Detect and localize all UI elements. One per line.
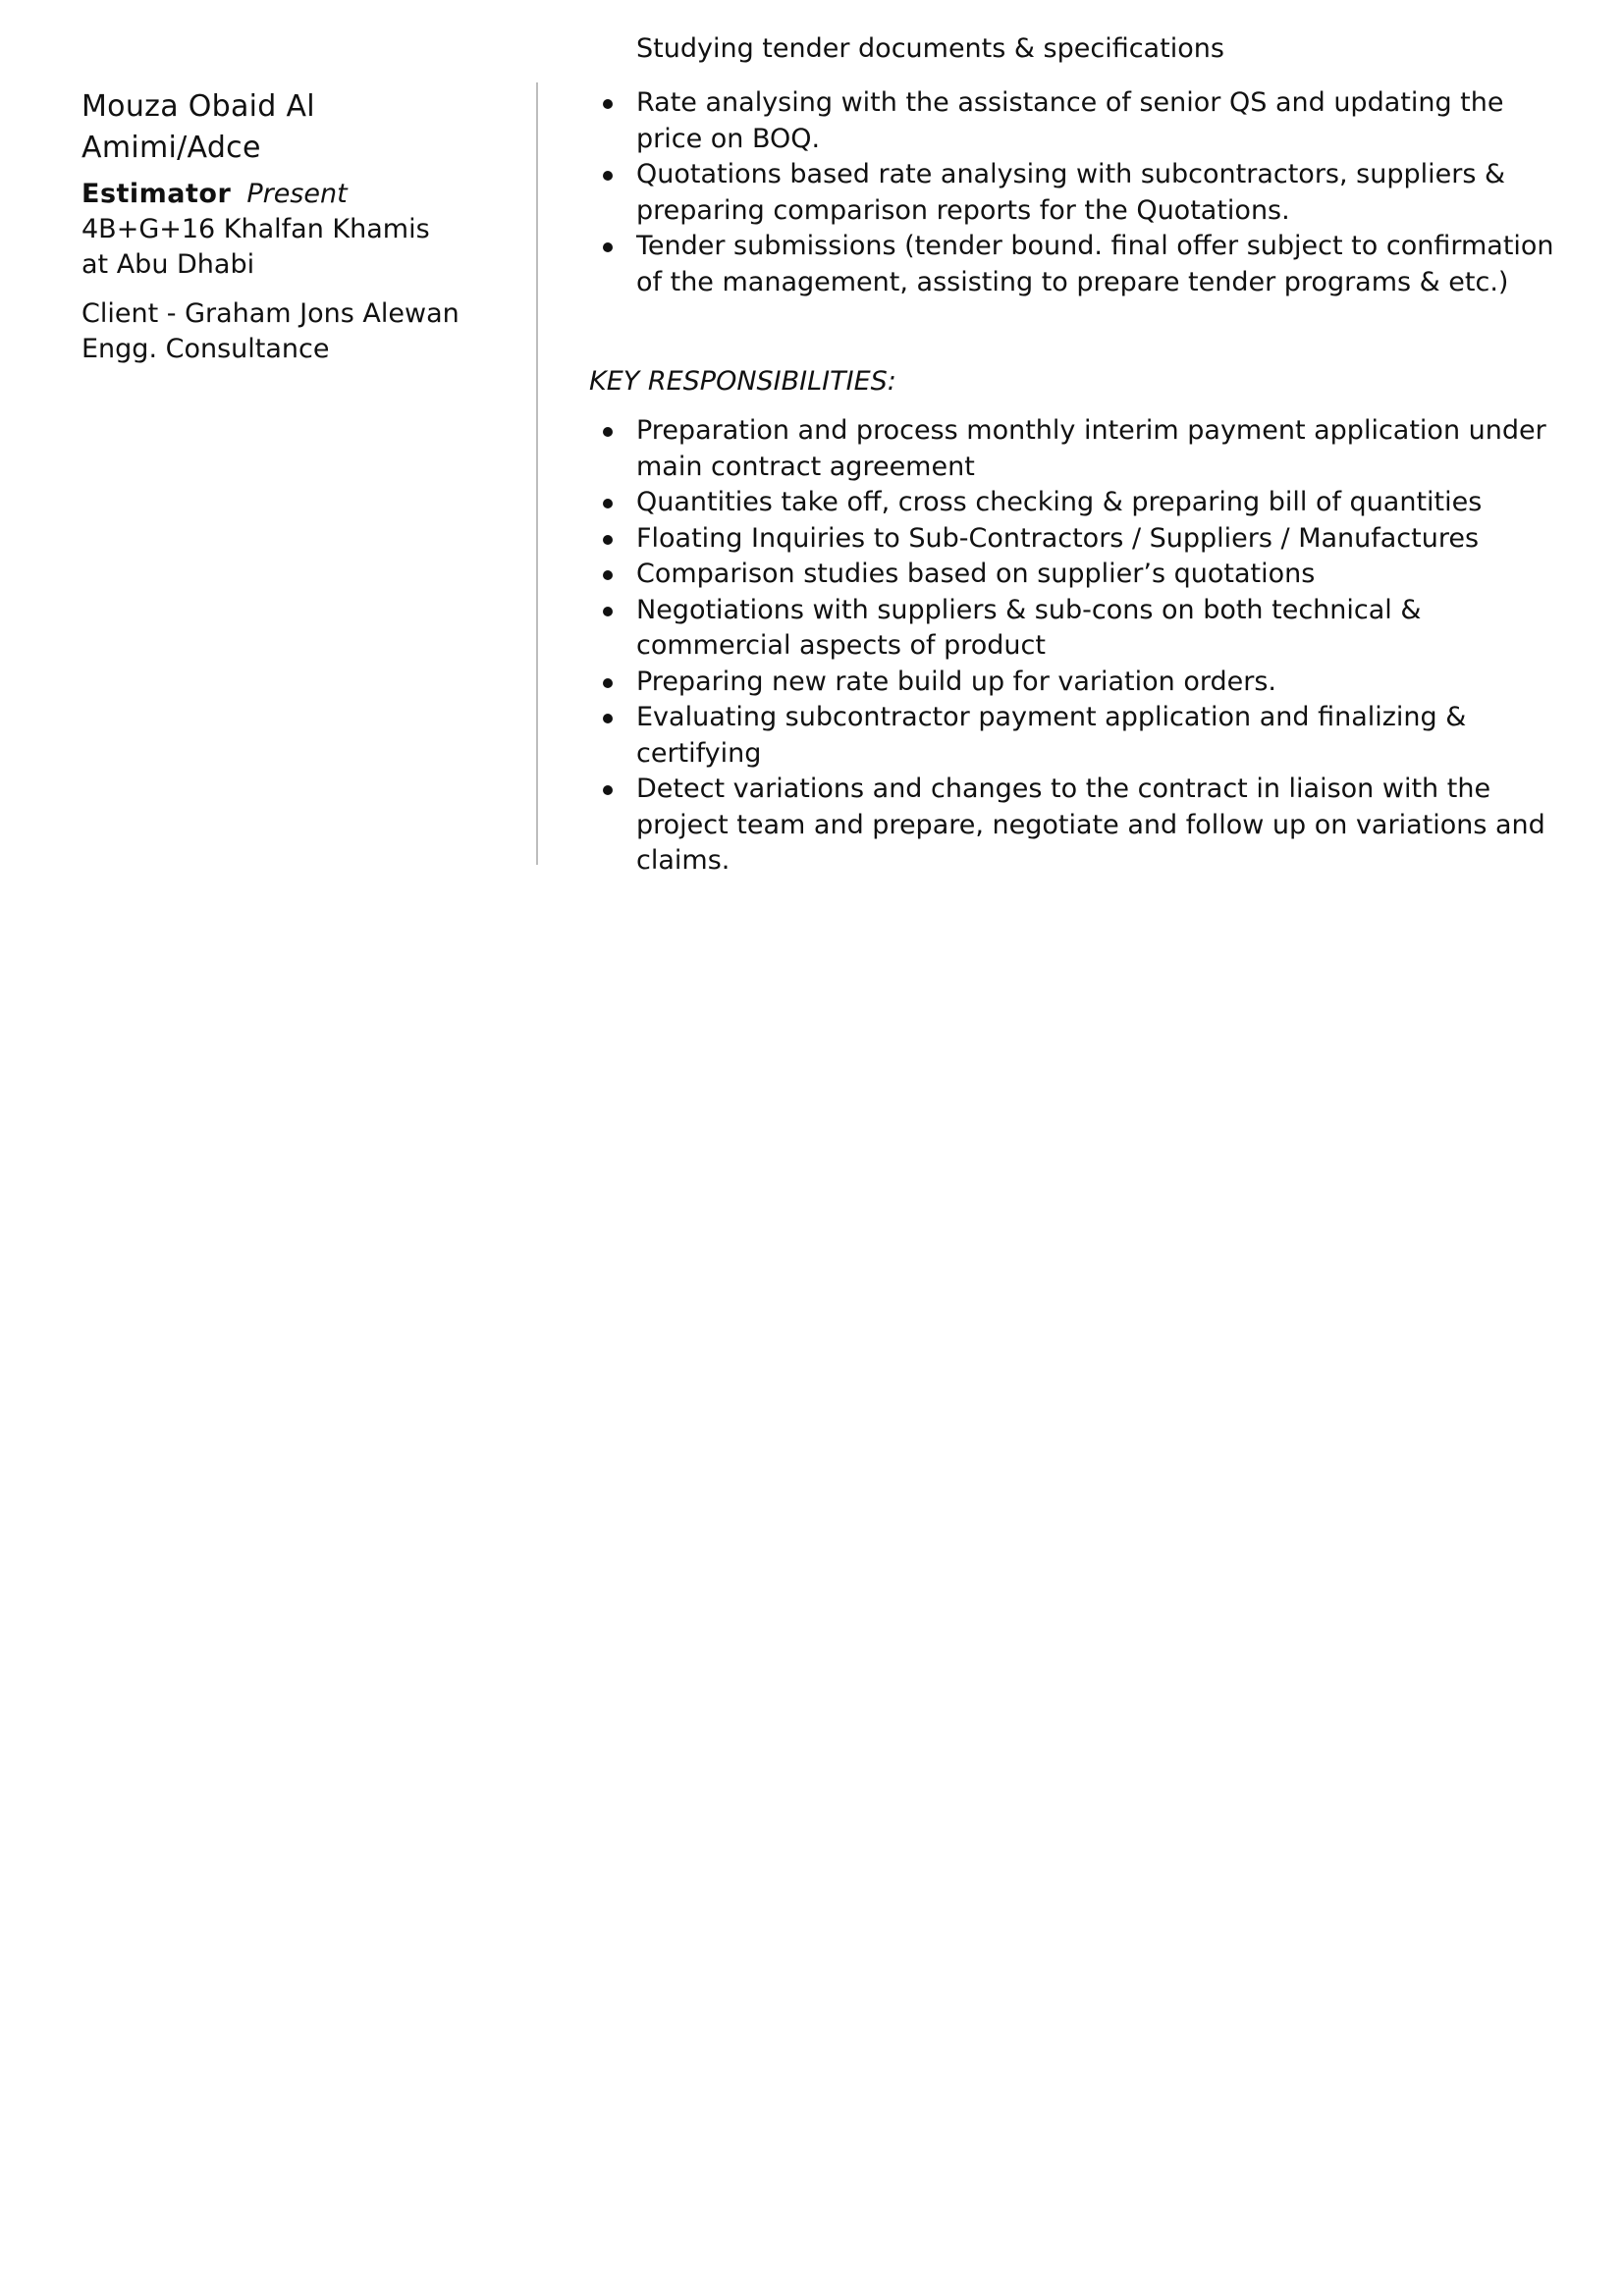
bullet-icon [603, 535, 613, 545]
list-item-text: Floating Inquiries to Sub-Contractors / Suppliers / Manufactures [636, 522, 1480, 554]
list-item-text: Rate analysing with the assistance of senior QS and updating the price on BOQ. [636, 87, 1504, 154]
list-item [589, 557, 1561, 593]
list-item-text: Evaluating subcontractor payment application and finalizing & certifying [636, 702, 1467, 769]
list-item [589, 700, 1561, 772]
bullet-icon [603, 499, 613, 508]
list-item-text: Detect variations and changes to the contract in liaison with the project team and prepare, negotiate and follow up on variations and claims. [636, 774, 1545, 876]
clipped-bullet-fragment [589, 33, 1224, 73]
bullet-icon [603, 785, 613, 795]
list-item-text: Comparison studies based on supplier’s quotations [636, 559, 1316, 589]
location-line-2: at Abu Dhabi [81, 249, 255, 280]
duties-list [589, 85, 1561, 300]
bullet-icon [603, 607, 613, 616]
list-item-text: Quotations based rate analysing with subcontractors, suppliers & preparing comparison reports for the Quotations. [636, 159, 1506, 226]
list-item [589, 665, 1561, 701]
responsibilities-list [589, 413, 1561, 880]
list-item [589, 593, 1561, 665]
location-line-1: 4B+G+16 Khalfan Khamis [81, 214, 430, 244]
list-item [589, 157, 1561, 229]
list-item [589, 485, 1561, 521]
list-item-text: Tender submissions (tender bound. final offer subject to confirmation of the management, assisting to prepare tender programs & etc.) [636, 231, 1554, 297]
responsibilities-heading: KEY RESPONSIBILITIES: [589, 366, 896, 397]
bullet-icon [603, 99, 613, 109]
list-item-text: Quantities take off, cross checking & preparing bill of quantities [636, 487, 1483, 517]
list-item-text: Preparing new rate build up for variation orders. [636, 666, 1276, 697]
bullet-icon [603, 570, 613, 580]
role-title: Estimator [81, 179, 232, 209]
employer-name: Mouza Obaid Al Amimi/Adce [81, 89, 315, 165]
bullet-icon [603, 427, 613, 437]
bullet-icon [603, 242, 613, 252]
list-item [589, 521, 1561, 558]
column-divider [536, 82, 538, 865]
list-item [589, 413, 1561, 485]
clipped-bullet-text: Studying tender documents & specifications [636, 33, 1224, 64]
list-item-text: Negotiations with suppliers & sub-cons on both technical & commercial aspects of product [636, 594, 1422, 661]
client-line: Client - Graham Jons Alewan Engg. Consultance [81, 298, 460, 364]
role-line [81, 177, 474, 212]
experience-sidebar [81, 86, 474, 367]
bullet-icon [603, 714, 613, 723]
role-date: Present [246, 179, 348, 209]
list-item [589, 229, 1561, 300]
list-item [589, 772, 1561, 880]
bullet-icon [603, 678, 613, 688]
list-item [589, 85, 1561, 157]
experience-details [589, 0, 1561, 876]
list-item-text: Preparation and process monthly interim payment application under main contract agreement [636, 415, 1546, 482]
bullet-icon [603, 171, 613, 181]
